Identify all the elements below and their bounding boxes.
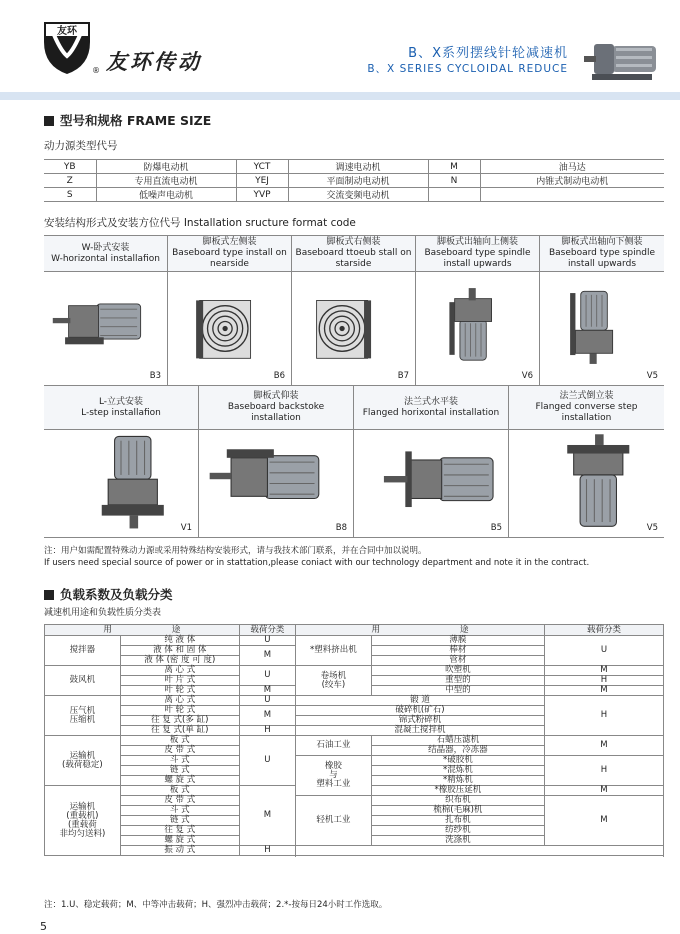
install-cell-header	[168, 236, 291, 272]
right-load-code: M	[544, 736, 663, 756]
right-item: 洗涤机	[371, 836, 544, 846]
page-number: 5	[40, 920, 47, 933]
install-cell-b6	[168, 236, 292, 385]
right-item: 破碎机(矿石)	[296, 706, 545, 716]
left-group-name: 鼓风机	[45, 666, 121, 696]
header-use-4: 途	[459, 624, 469, 635]
right-item: 锦式粉碎机	[296, 716, 545, 726]
install-cell-header	[540, 236, 664, 272]
power-name: 专用直流电动机	[96, 174, 236, 188]
power-name: 交流变频电动机	[288, 188, 428, 202]
install-cell-v1	[44, 386, 199, 537]
series-title-cn: B、X系列摆线针轮减速机	[408, 46, 568, 61]
install-code: V5	[646, 371, 658, 381]
install-cell-v5	[540, 236, 664, 385]
install-cell-v5	[509, 386, 664, 537]
logo-text: 友环	[57, 26, 77, 37]
header-use-3: 用	[371, 624, 380, 635]
load-row	[45, 846, 664, 856]
left-item: 液 体 (密 度 可 度)	[120, 656, 239, 666]
right-item: 扎布机	[371, 816, 544, 826]
right-item: 混凝土搅拌机	[296, 726, 545, 736]
install-label-cn: 法兰式倒立装	[559, 391, 614, 401]
install-label-en: Baseboard backstoke installation	[227, 402, 325, 423]
left-item: 链 式	[120, 766, 239, 776]
left-load-code: U	[239, 666, 295, 686]
reducer-motor-image	[582, 36, 664, 84]
install-label-cn: W-卧式安装	[81, 242, 130, 253]
registered-mark: ®	[92, 66, 100, 75]
install-diagram	[44, 272, 167, 385]
right-item: *破胶机	[371, 756, 544, 766]
power-row	[44, 188, 664, 202]
install-label-cn: 脚板式出轴向上侧装	[436, 237, 518, 247]
left-load-code: U	[239, 636, 295, 646]
install-cell-header	[354, 386, 508, 430]
install-label-en: Flanged horixontal installation	[362, 407, 500, 418]
right-item: 石蜡压滤机	[371, 736, 544, 746]
install-diagram	[44, 430, 198, 537]
load-row	[45, 696, 664, 706]
install-diagram	[292, 272, 415, 385]
power-code: S	[44, 188, 96, 202]
install-label-en: Baseboard type install on nearside	[172, 248, 287, 269]
left-group-name: 搅拌器	[45, 636, 121, 666]
load-subtitle: 减速机用途和负载性质分类表	[44, 608, 162, 618]
install-cell-b5	[354, 386, 509, 537]
install-code: B3	[149, 371, 161, 381]
power-name: 平面制动电动机	[288, 174, 428, 188]
left-load-code: M	[239, 646, 295, 666]
left-item: 板 式	[120, 786, 239, 796]
left-load-code: U	[239, 696, 295, 706]
install-label-en: Baseboard type spindle install upwards	[424, 248, 531, 269]
left-load-code: H	[239, 846, 295, 856]
install-label-cn: 法兰式水平装	[403, 396, 458, 407]
power-row	[44, 174, 664, 188]
power-source-table	[44, 159, 664, 202]
brand-logo	[40, 16, 94, 76]
left-group-name: 运输机 (重载机) (重载荷 非均匀送料)	[45, 786, 121, 856]
power-code: YB	[44, 160, 96, 174]
right-item: 梳棉(毛麻)机	[371, 806, 544, 816]
install-code: B6	[273, 371, 285, 381]
power-name: 低噪声电动机	[96, 188, 236, 202]
header-use-right	[296, 625, 545, 636]
install-note-en: If users need special source of power or in stattation,please coniact with our technology department and note it in the contract.	[44, 558, 590, 568]
right-load-code: U	[544, 636, 663, 666]
install-code: V5	[646, 523, 658, 533]
right-group-name: 石油工业	[296, 736, 372, 756]
left-item: 离 心 式	[120, 696, 239, 706]
header-use-2: 途	[171, 624, 181, 635]
install-row-1	[44, 235, 664, 386]
power-code: Z	[44, 174, 96, 188]
right-load-code: H	[544, 756, 663, 786]
left-item: 链 式	[120, 816, 239, 826]
right-item: 吹塑机	[371, 666, 544, 676]
power-name	[480, 188, 664, 202]
install-label-en: L-step installafion	[81, 407, 161, 418]
right-item: *混炼机	[371, 766, 544, 776]
install-cell-header	[416, 236, 539, 272]
install-label-cn: 脚板式仰装	[253, 391, 299, 401]
install-cell-b3	[44, 236, 168, 385]
power-source-subtitle: 动力源类型代号	[44, 140, 118, 152]
install-label-cn: 脚板式右侧装	[326, 237, 381, 247]
load-note: 注：1.U、稳定载荷；M、中等冲击载荷；H、强烈冲击载荷；2.*-按每日24小时工作选取。	[44, 900, 388, 910]
left-item: 皮 带 式	[120, 746, 239, 756]
left-item: 螺 旋 式	[120, 776, 239, 786]
install-row-2	[44, 386, 664, 538]
install-label-cn: L-立式安装	[98, 396, 144, 407]
section-title-load: 负载系数及负载分类	[44, 585, 173, 603]
install-diagram	[416, 272, 539, 385]
load-row	[45, 736, 664, 746]
right-item: 棒材	[371, 646, 544, 656]
install-cell-header	[44, 386, 198, 430]
install-diagram	[168, 272, 291, 385]
right-item: 结晶器，冷冻器	[371, 746, 544, 756]
install-diagram	[540, 272, 664, 385]
install-diagram	[509, 430, 664, 537]
left-item: 往 复 式	[120, 826, 239, 836]
left-group-name: 压气机 压缩机	[45, 696, 121, 736]
right-item: 管材	[371, 656, 544, 666]
right-load-code: M	[544, 796, 663, 846]
install-label-cn: 脚板式左侧装	[202, 237, 257, 247]
left-item: 叶 轮 式	[120, 706, 239, 716]
load-row	[45, 796, 664, 806]
install-note	[44, 545, 589, 569]
power-code: YVP	[236, 188, 288, 202]
install-code: B5	[490, 523, 502, 533]
install-diagram	[199, 430, 353, 537]
power-code: N	[428, 174, 480, 188]
power-code: YEJ	[236, 174, 288, 188]
right-load-code: H	[544, 676, 663, 686]
left-load-code: U	[239, 736, 295, 786]
power-code	[428, 188, 480, 202]
left-item: 板 式	[120, 736, 239, 746]
right-item: 织布机	[371, 796, 544, 806]
right-group-name: 橡胶 与 塑料工业	[296, 756, 372, 796]
left-item: 离 心 式	[120, 666, 239, 676]
install-note-cn: 注：用户如需配置特殊动力源或采用特殊结构安装形式，请与我技术部门联系，并在合同中加以说明。	[44, 546, 427, 556]
install-label-en: Baseboard ttoeub stall on starside	[295, 248, 412, 269]
load-row	[45, 666, 664, 676]
left-item: 叶 片 式	[120, 676, 239, 686]
right-item: 中型的	[371, 686, 544, 696]
right-item: 锻 道	[296, 696, 545, 706]
right-load-code: M	[544, 666, 663, 676]
left-item: 斗 式	[120, 806, 239, 816]
power-code: YCT	[236, 160, 288, 174]
left-item: 纯 液 体	[120, 636, 239, 646]
series-title-en: B、X SERIES CYCLOIDAL REDUCE	[367, 63, 568, 75]
left-load-code: M	[239, 786, 295, 846]
right-item: *精炼机	[371, 776, 544, 786]
page-header	[0, 0, 680, 92]
install-cell-v6	[416, 236, 540, 385]
right-item: 薄膜	[371, 636, 544, 646]
install-cell-header	[44, 236, 167, 272]
power-name: 防爆电动机	[96, 160, 236, 174]
header-band	[0, 92, 680, 100]
header-load-class-right: 载荷分类	[544, 625, 663, 636]
left-item: 螺 旋 式	[120, 836, 239, 846]
left-item: 振 动 式	[120, 846, 239, 856]
section-title-frame: 型号和规格 FRAME SIZE	[44, 111, 211, 129]
left-group-name: 运输机 (载荷稳定)	[45, 736, 121, 786]
left-item: 往 复 式(多 缸)	[120, 716, 239, 726]
install-label-en: Baseboard type spindle install upwards	[548, 248, 656, 269]
right-load-code: M	[544, 786, 663, 796]
load-row	[45, 756, 664, 766]
install-code: B7	[397, 371, 409, 381]
install-code: B8	[335, 523, 347, 533]
left-item: 液 体 和 固 体	[120, 646, 239, 656]
right-item: *橡胶压延机	[371, 786, 544, 796]
right-load-code: M	[544, 686, 663, 696]
install-diagram	[354, 430, 508, 537]
left-item: 叶 轮 式	[120, 686, 239, 696]
power-code: M	[428, 160, 480, 174]
right-empty-cell	[296, 846, 664, 856]
left-load-code: M	[239, 686, 295, 696]
power-name: 油马达	[480, 160, 664, 174]
right-group-name: *塑料挤出机	[296, 636, 372, 666]
install-label-cn: 脚板式出轴向下侧装	[561, 237, 643, 247]
right-load-code: H	[544, 696, 663, 736]
right-group-name: 卷场机 (绞车)	[296, 666, 372, 696]
load-row	[45, 636, 664, 646]
right-group-name: 轻机工业	[296, 796, 372, 846]
left-item: 往 复 式(单 缸)	[120, 726, 239, 736]
brand-name: 友环传动	[106, 50, 202, 74]
install-label-en: Flanged converse step installation	[535, 402, 638, 423]
power-name: 调速电动机	[288, 160, 428, 174]
install-cell-header	[292, 236, 415, 272]
right-item: 重型的	[371, 676, 544, 686]
install-code: V1	[180, 523, 192, 533]
install-cell-header	[509, 386, 664, 430]
left-load-code: M	[239, 706, 295, 726]
install-cell-header	[199, 386, 353, 430]
header-use	[45, 625, 240, 636]
left-load-code: H	[239, 726, 295, 736]
install-code: V6	[521, 371, 533, 381]
install-label-en: W-horizontal installafion	[51, 253, 160, 264]
right-item: 纺纱机	[371, 826, 544, 836]
header-load-class: 载荷分类	[239, 625, 295, 636]
power-row	[44, 160, 664, 174]
load-header-row	[45, 625, 664, 636]
power-name: 内锥式制动电动机	[480, 174, 664, 188]
install-cell-b8	[199, 386, 354, 537]
install-cell-b7	[292, 236, 416, 385]
left-item: 皮 带 式	[120, 796, 239, 806]
left-item: 斗 式	[120, 756, 239, 766]
install-subtitle: 安装结构形式及安装方位代号 Installation sructure format code	[44, 217, 356, 229]
header-use-1: 用	[103, 624, 112, 635]
load-classification-table	[44, 624, 664, 856]
